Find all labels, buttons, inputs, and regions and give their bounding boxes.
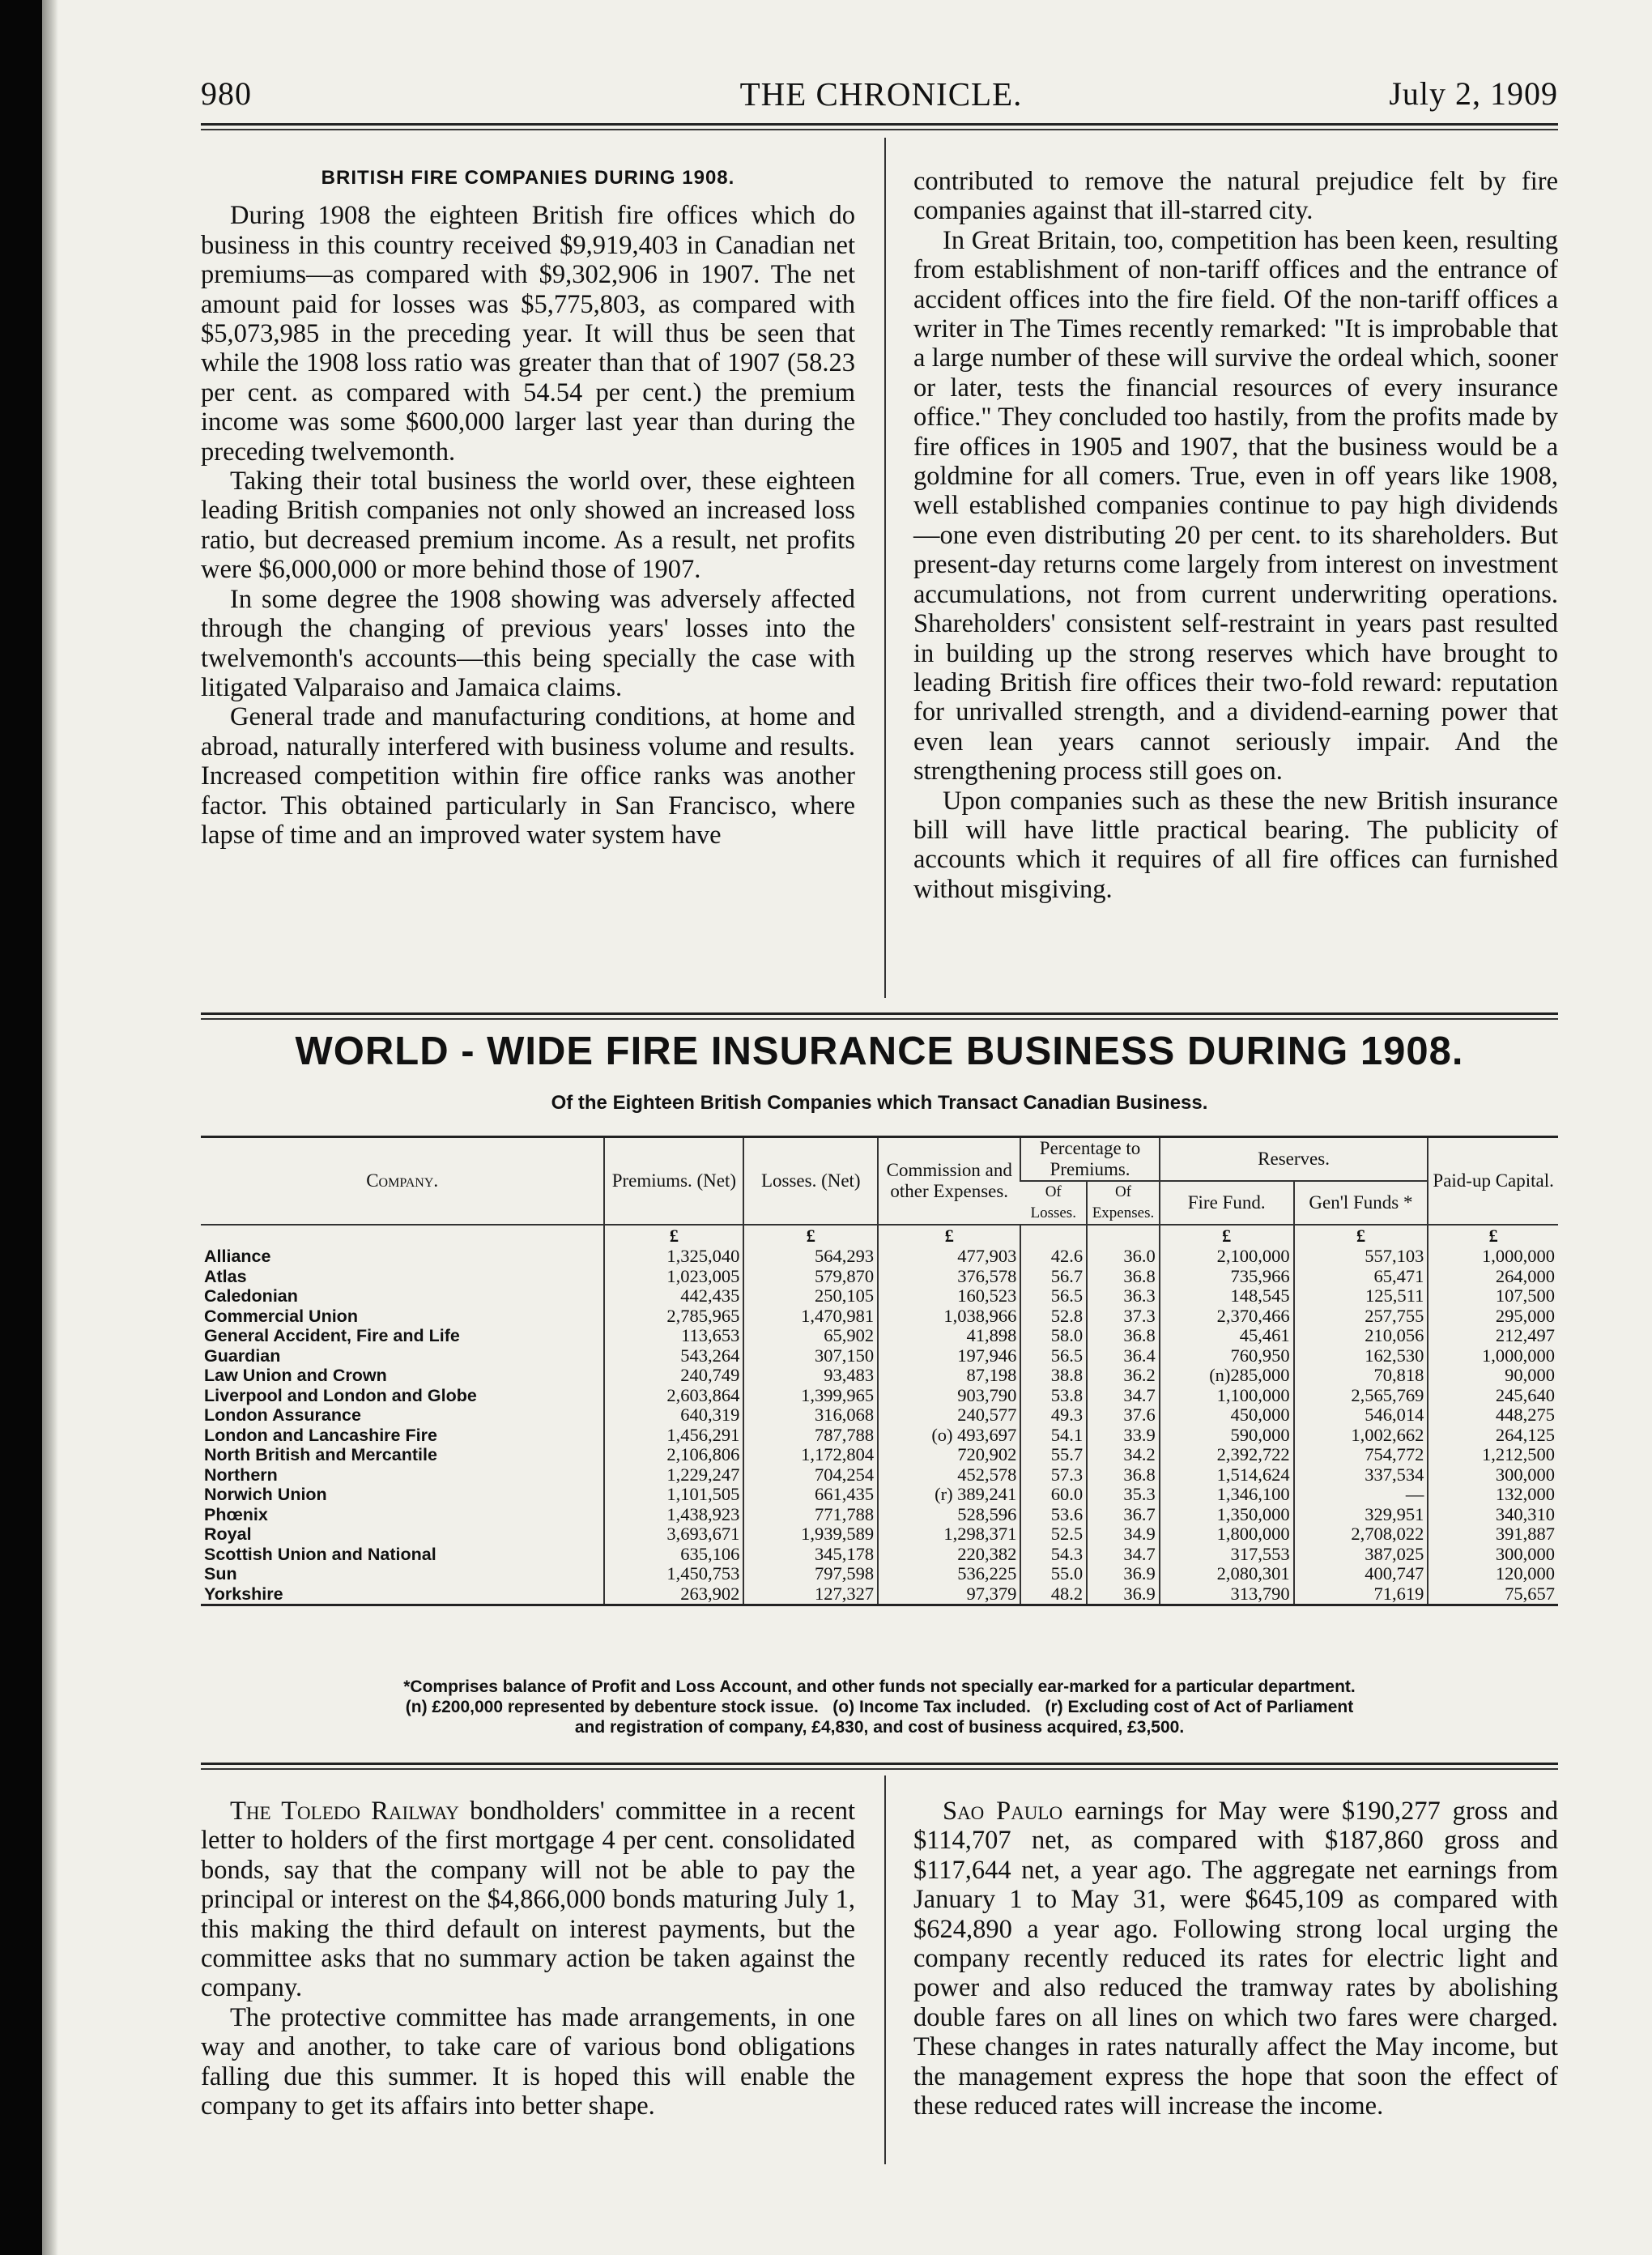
table-cell: 450,000 — [1160, 1405, 1294, 1426]
table-cell: 300,000 — [1428, 1465, 1558, 1486]
unit-cell: £ — [1160, 1225, 1294, 1247]
table-cell: 329,951 — [1294, 1505, 1428, 1525]
units-blank — [201, 1225, 604, 1247]
table-cell: 55.7 — [1020, 1445, 1087, 1465]
table-cell: 36.3 — [1087, 1286, 1160, 1307]
table-cell: 120,000 — [1428, 1564, 1558, 1584]
table-cell: — — [1294, 1485, 1428, 1505]
article-text: earnings for May were $190,277 gross and $114,707 net, as compared with $187,860 gross and $117,644 net, a year ago. The aggregate net earnings from January 1 to May 31, were $645,109 as compared with $624,890 a year ago. Following strong local urging the company recently reduced its rates for electric light and power and also reduced the tramway rates by abolishing double fares on all lines on which two fares were charged. These changes in rates naturally affect the May income, but the management express the hope that soon the effect of these reduced rates will increase the income. — [913, 1797, 1558, 2121]
company-name-cell: Yorkshire — [201, 1584, 604, 1605]
table-cell: 45,461 — [1160, 1326, 1294, 1346]
col-header-losses: Losses. (Net) — [743, 1137, 878, 1226]
table-cell: (n)285,000 — [1160, 1366, 1294, 1386]
table-cell: 295,000 — [1428, 1307, 1558, 1327]
table-title: WORLD - WIDE FIRE INSURANCE BUSINESS DURING 1908. — [295, 1029, 1464, 1073]
table-row — [201, 1426, 1558, 1446]
table-row — [201, 1505, 1558, 1525]
table-cell: 391,887 — [1428, 1524, 1558, 1545]
col-header-paid-up: Paid-up Capital. — [1428, 1137, 1558, 1226]
table-row — [201, 1267, 1558, 1287]
table-cell: 38.8 — [1020, 1366, 1087, 1386]
col-header-fire-fund: Fire Fund. — [1160, 1181, 1294, 1225]
newspaper-page — [42, 0, 1652, 2255]
table-cell: 1,325,040 — [604, 1247, 743, 1267]
table-row — [201, 1485, 1558, 1505]
table-cell: 477,903 — [878, 1247, 1020, 1267]
article-paragraph: In Great Britain, too, competition has been keen, resulting from establishment of non-tariff offices and the entrance of accident offices into the fire field. Of the non-tariff offices a writer in The Times recently remarked: "It is improbable that a large number of these will survive the ordeal which, sooner or later, tests the financial resources of every insurance office." They concluded too hastily, from the profits made by fire offices in 1905 and 1907, that the business would be a goldmine for all comers. True, even in off years like 1908, well established companies continue to pay high dividends—one even distributing 20 per cent. to its shareholders. But present-day returns come largely from interest on investment accumulations, not from current underwriting operations. Shareholders' consistent self-restraint in years past resulted in building up the strong reserves which have brought to leading British fire offices their two-fold reward: reputation for unrivalled strength, and a dividend-earning power that even lean years cannot seriously impair. And the strengthening process still goes on. — [913, 225, 1558, 786]
company-name-cell: Commercial Union — [204, 1306, 358, 1326]
fire-insurance-table — [201, 1136, 1558, 1606]
company-name-cell: General Accident, Fire and Life — [204, 1326, 460, 1345]
table-cell: 240,577 — [878, 1405, 1020, 1426]
table-cell: 376,578 — [878, 1267, 1020, 1287]
table-cell: 1,229,247 — [604, 1465, 743, 1486]
footnote: (n) £200,000 represented by debenture stock issue. (o) Income Tax included. (r) Excluding cost of Act of Parliament — [405, 1698, 1354, 1716]
table-cell: 635,106 — [604, 1545, 743, 1565]
table-cell: 220,382 — [878, 1545, 1020, 1565]
article-paragraph: General trade and manufacturing conditions, at home and abroad, naturally interfered with business volume and results. Increased competition within fire office ranks was another factor. This obtained particularly in San Francisco, where lapse of time and an improved water system have — [201, 702, 855, 850]
table-cell: 36.4 — [1087, 1346, 1160, 1366]
table-cell: 52.5 — [1020, 1524, 1087, 1545]
table-cell: 564,293 — [743, 1247, 878, 1267]
table-cell: 35.3 — [1087, 1485, 1160, 1505]
unit-cell — [1087, 1225, 1160, 1247]
table-cell: 65,902 — [743, 1326, 878, 1346]
table-cell: 1,939,589 — [743, 1524, 878, 1545]
table-cell: 245,640 — [1428, 1386, 1558, 1406]
table-cell: 557,103 — [1294, 1247, 1428, 1267]
column-divider — [884, 138, 886, 998]
unit-cell: £ — [1294, 1225, 1428, 1247]
table-cell: 34.9 — [1087, 1524, 1160, 1545]
table-cell: 528,596 — [878, 1505, 1020, 1525]
table-cell: 1,101,505 — [604, 1485, 743, 1505]
table-cell: 754,772 — [1294, 1445, 1428, 1465]
table-cell: 1,470,981 — [743, 1307, 878, 1327]
company-name-cell: Guardian — [204, 1345, 281, 1366]
table-cell: 3,693,671 — [604, 1524, 743, 1545]
col-header-commission: Commission and other Expenses. — [878, 1137, 1020, 1226]
page-binding-shadow — [42, 0, 58, 2255]
table-cell: 34.7 — [1087, 1545, 1160, 1565]
table-subtitle: Of the Eighteen British Companies which Transact Canadian Business. — [551, 1092, 1208, 1114]
table-cell: 58.0 — [1020, 1326, 1087, 1346]
table-cell: 1,212,500 — [1428, 1445, 1558, 1465]
article-paragraph: In some degree the 1908 showing was adversely affected through the changing of previous years' losses into the twelvemonth's accounts—this being specially the case with litigated Valparaiso and Jamaica claims. — [201, 584, 855, 702]
table-cell: 579,870 — [743, 1267, 878, 1287]
table-cell: 60.0 — [1020, 1485, 1087, 1505]
table-cell: 787,788 — [743, 1426, 878, 1446]
col-header-premiums: Premiums. (Net) — [604, 1137, 743, 1226]
table-row — [201, 1524, 1558, 1545]
company-name-cell: Phœnix — [204, 1504, 268, 1524]
table-cell: 148,545 — [1160, 1286, 1294, 1307]
footnote: *Comprises balance of Profit and Loss Account, and other funds not specially ear-marked for a particular department. — [403, 1677, 1356, 1696]
table-cell: 70,818 — [1294, 1366, 1428, 1386]
table-cell: 771,788 — [743, 1505, 878, 1525]
table-cell: 903,790 — [878, 1386, 1020, 1406]
col-header-of-expenses: Of Expenses. — [1087, 1181, 1160, 1225]
table-cell: 1,002,662 — [1294, 1426, 1428, 1446]
company-name-cell: Sun — [204, 1564, 237, 1584]
table-footnotes — [201, 1677, 1558, 1737]
company-name-cell: London Assurance — [204, 1405, 361, 1425]
article-lead: The Toledo Railway — [230, 1797, 459, 1826]
article-paragraph: Taking their total business the world over, these eighteen leading British companies not only showed an increased loss ratio, but decreased premium income. As a result, net profits were $6,000,000 or more behind those of 1907. — [201, 467, 855, 585]
table-cell: 55.0 — [1020, 1564, 1087, 1584]
table-cell: 2,106,806 — [604, 1445, 743, 1465]
table-cell: 36.8 — [1087, 1326, 1160, 1346]
article-paragraph — [201, 1797, 855, 2003]
table-cell: 2,100,000 — [1160, 1247, 1294, 1267]
table-cell: 760,950 — [1160, 1346, 1294, 1366]
company-name-cell: Northern — [204, 1464, 278, 1485]
table-cell: 264,125 — [1428, 1426, 1558, 1446]
table-cell: 1,172,804 — [743, 1445, 878, 1465]
table-cell: 54.3 — [1020, 1545, 1087, 1565]
section-rule-thin — [201, 1018, 1558, 1020]
table-cell: 56.7 — [1020, 1267, 1087, 1287]
table-cell: 127,327 — [743, 1584, 878, 1605]
company-name-cell: Atlas — [204, 1266, 247, 1286]
table-cell: 2,785,965 — [604, 1307, 743, 1327]
table-cell: 97,379 — [878, 1584, 1020, 1605]
table-row — [201, 1545, 1558, 1565]
table-cell: 36.2 — [1087, 1366, 1160, 1386]
table-cell: 1,000,000 — [1428, 1346, 1558, 1366]
table-cell: 113,653 — [604, 1326, 743, 1346]
table-cell: 1,399,965 — [743, 1386, 878, 1406]
column-divider — [884, 1775, 886, 2164]
section-rule — [201, 1763, 1558, 1765]
unit-cell: £ — [878, 1225, 1020, 1247]
company-name-cell: London and Lancashire Fire — [204, 1425, 437, 1445]
table-cell: 257,755 — [1294, 1307, 1428, 1327]
table-cell: 36.8 — [1087, 1267, 1160, 1287]
table-cell: 2,370,466 — [1160, 1307, 1294, 1327]
table-cell: 71,619 — [1294, 1584, 1428, 1605]
publication-title: THE CHRONICLE. — [739, 75, 1023, 113]
table-cell: 313,790 — [1160, 1584, 1294, 1605]
table-cell: 1,438,923 — [604, 1505, 743, 1525]
unit-cell: £ — [743, 1225, 878, 1247]
company-name-cell: Norwich Union — [204, 1485, 327, 1504]
issue-date: July 2, 1909 — [1389, 75, 1558, 112]
table-cell: 1,514,624 — [1160, 1465, 1294, 1486]
table-cell: 735,966 — [1160, 1267, 1294, 1287]
table-cell: 1,350,000 — [1160, 1505, 1294, 1525]
table-row — [201, 1366, 1558, 1386]
table-cell: 307,150 — [743, 1346, 878, 1366]
table-cell: 2,392,722 — [1160, 1445, 1294, 1465]
article-toledo — [201, 1797, 855, 2121]
table-cell: 33.9 — [1087, 1426, 1160, 1446]
table-cell: 1,023,005 — [604, 1267, 743, 1287]
table-cell: 107,500 — [1428, 1286, 1558, 1307]
table-cell: 317,553 — [1160, 1545, 1294, 1565]
company-name-cell: Liverpool and London and Globe — [204, 1385, 477, 1405]
col-header-percentage: Percentage to Premiums. — [1020, 1137, 1159, 1182]
table-cell: 590,000 — [1160, 1426, 1294, 1446]
company-name-cell: North British and Mercantile — [204, 1445, 437, 1464]
table-row — [201, 1247, 1558, 1267]
table-cell: 34.2 — [1087, 1445, 1160, 1465]
article-british-fire-col1 — [201, 164, 855, 850]
table-cell: 546,014 — [1294, 1405, 1428, 1426]
table-cell: 48.2 — [1020, 1584, 1087, 1605]
table-row — [201, 1405, 1558, 1426]
table-cell: 340,310 — [1428, 1505, 1558, 1525]
table-cell: (r) 389,241 — [878, 1485, 1020, 1505]
unit-cell: £ — [1428, 1225, 1558, 1247]
table-cell: 87,198 — [878, 1366, 1020, 1386]
page-number: 980 — [201, 75, 252, 112]
table-cell: 264,000 — [1428, 1267, 1558, 1287]
table-cell: 65,471 — [1294, 1267, 1428, 1287]
table-cell: 56.5 — [1020, 1346, 1087, 1366]
article-sao-paulo — [913, 1797, 1558, 2121]
table-cell: 160,523 — [878, 1286, 1020, 1307]
col-header-of-losses: Of Losses. — [1020, 1181, 1087, 1225]
table-cell: 448,275 — [1428, 1405, 1558, 1426]
table-cell: 2,603,864 — [604, 1386, 743, 1406]
article-lead: Sao Paulo — [943, 1797, 1063, 1826]
table-cell: 704,254 — [743, 1465, 878, 1486]
table-cell: 1,298,371 — [878, 1524, 1020, 1545]
table-cell: 1,346,100 — [1160, 1485, 1294, 1505]
company-name-cell: Alliance — [204, 1247, 271, 1266]
table-cell: (o) 493,697 — [878, 1426, 1020, 1446]
table-row — [201, 1445, 1558, 1465]
table-cell: 1,456,291 — [604, 1426, 743, 1446]
table-cell: 263,902 — [604, 1584, 743, 1605]
company-name-cell: Royal — [204, 1524, 252, 1544]
table-cell: 661,435 — [743, 1485, 878, 1505]
table-cell: 210,056 — [1294, 1326, 1428, 1346]
table-cell: 400,747 — [1294, 1564, 1428, 1584]
article-paragraph: During 1908 the eighteen British fire offices which do business in this country received $9,919,403 in Canadian net premiums—as compared with $9,302,906 in 1907. The net amount paid for losses was $5,775,803, as compared with $5,073,985 in the preceding year. It will thus be seen that while the 1908 loss ratio was greater than that of 1907 (58.23 per cent. as compared with 54.54 per cent.) the premium income was some $600,000 larger last year than during the preceding twelvemonth. — [201, 201, 855, 467]
article-paragraph: contributed to remove the natural prejudice felt by fire companies against that ill-starred city. — [913, 167, 1558, 226]
table-cell: 75,657 — [1428, 1584, 1558, 1605]
table-cell: 452,578 — [878, 1465, 1020, 1486]
company-name-cell: Law Union and Crown — [204, 1366, 387, 1385]
table-row — [201, 1584, 1558, 1605]
table-cell: 1,038,966 — [878, 1307, 1020, 1327]
table-cell: 37.6 — [1087, 1405, 1160, 1426]
table-row — [201, 1307, 1558, 1327]
header-rule-thin — [201, 129, 1558, 130]
table-cell: 337,534 — [1294, 1465, 1428, 1486]
table-row — [201, 1346, 1558, 1366]
table-cell: 543,264 — [604, 1346, 743, 1366]
units-row — [201, 1225, 1558, 1247]
table-cell: 36.9 — [1087, 1564, 1160, 1584]
table-cell: 212,497 — [1428, 1326, 1558, 1346]
table-cell: 2,565,769 — [1294, 1386, 1428, 1406]
table-cell: 162,530 — [1294, 1346, 1428, 1366]
table-cell: 316,068 — [743, 1405, 878, 1426]
table-cell: 250,105 — [743, 1286, 878, 1307]
table-cell: 2,708,022 — [1294, 1524, 1428, 1545]
section-rule-thin — [201, 1768, 1558, 1770]
table-row — [201, 1286, 1558, 1307]
article-paragraph — [913, 1797, 1558, 2121]
table-cell: 1,450,753 — [604, 1564, 743, 1584]
table-cell: 41,898 — [878, 1326, 1020, 1346]
section-rule — [201, 1012, 1558, 1015]
table-cell: 797,598 — [743, 1564, 878, 1584]
table-cell: 37.3 — [1087, 1307, 1160, 1327]
table-cell: 34.7 — [1087, 1386, 1160, 1406]
table-cell: 57.3 — [1020, 1465, 1087, 1486]
col-header-genl-funds: Gen'l Funds * — [1294, 1181, 1428, 1225]
table-body — [201, 1225, 1558, 1605]
table-cell: 36.9 — [1087, 1584, 1160, 1605]
article-heading: BRITISH FIRE COMPANIES DURING 1908. — [321, 167, 735, 189]
article-paragraph: The protective committee has made arrangements, in one way and another, to take care of various bond obligations falling due this summer. It is hoped this will enable the company to get its affairs into better shape. — [201, 2002, 855, 2121]
table-cell: 52.8 — [1020, 1307, 1087, 1327]
footnote: and registration of company, £4,830, and cost of business acquired, £3,500. — [574, 1718, 1185, 1737]
table-row — [201, 1326, 1558, 1346]
article-paragraph: Upon companies such as these the new British insurance bill will have little practical bearing. The publicity of accounts which it requires of all fire offices can furnished without misgiving. — [913, 786, 1558, 904]
table-cell: 1,100,000 — [1160, 1386, 1294, 1406]
table-cell: 387,025 — [1294, 1545, 1428, 1565]
table-cell: 49.3 — [1020, 1405, 1087, 1426]
table-cell: 442,435 — [604, 1286, 743, 1307]
table-cell: 536,225 — [878, 1564, 1020, 1584]
table-cell: 345,178 — [743, 1545, 878, 1565]
article-text: bondholders' committee in a recent letter to holders of the first mortgage 4 per cent. consolidated bonds, say that the company will not be able to pay the principal or interest on the $4,866,000 bonds maturing July 1, this making the third default on interest payments, but the committee asks that no summary action be taken against the company. — [201, 1797, 855, 2003]
company-name-cell: Caledonian — [204, 1286, 298, 1306]
table-cell: 640,319 — [604, 1405, 743, 1426]
table-cell: 1,000,000 — [1428, 1247, 1558, 1267]
table-cell: 93,483 — [743, 1366, 878, 1386]
table-cell: 54.1 — [1020, 1426, 1087, 1446]
table-cell: 125,511 — [1294, 1286, 1428, 1307]
col-header-reserves: Reserves. — [1160, 1137, 1428, 1182]
unit-cell — [1020, 1225, 1087, 1247]
company-name-cell: Scottish Union and National — [204, 1544, 436, 1564]
table-cell: 42.6 — [1020, 1247, 1087, 1267]
table-row — [201, 1465, 1558, 1486]
table-cell: 53.8 — [1020, 1386, 1087, 1406]
table-cell: 2,080,301 — [1160, 1564, 1294, 1584]
table-cell: 1,800,000 — [1160, 1524, 1294, 1545]
article-british-fire-col2 — [913, 167, 1558, 904]
table-cell: 36.7 — [1087, 1505, 1160, 1525]
header-rule — [201, 123, 1558, 126]
table-cell: 197,946 — [878, 1346, 1020, 1366]
col-header-company: Company. — [201, 1137, 604, 1226]
table-cell: 720,902 — [878, 1445, 1020, 1465]
table-cell: 53.6 — [1020, 1505, 1087, 1525]
table-cell: 132,000 — [1428, 1485, 1558, 1505]
table-row — [201, 1386, 1558, 1406]
unit-cell: £ — [604, 1225, 743, 1247]
table-cell: 90,000 — [1428, 1366, 1558, 1386]
table-row — [201, 1564, 1558, 1584]
table-cell: 300,000 — [1428, 1545, 1558, 1565]
table-cell: 240,749 — [604, 1366, 743, 1386]
table-cell: 36.8 — [1087, 1465, 1160, 1486]
table-cell: 36.0 — [1087, 1247, 1160, 1267]
table-cell: 56.5 — [1020, 1286, 1087, 1307]
